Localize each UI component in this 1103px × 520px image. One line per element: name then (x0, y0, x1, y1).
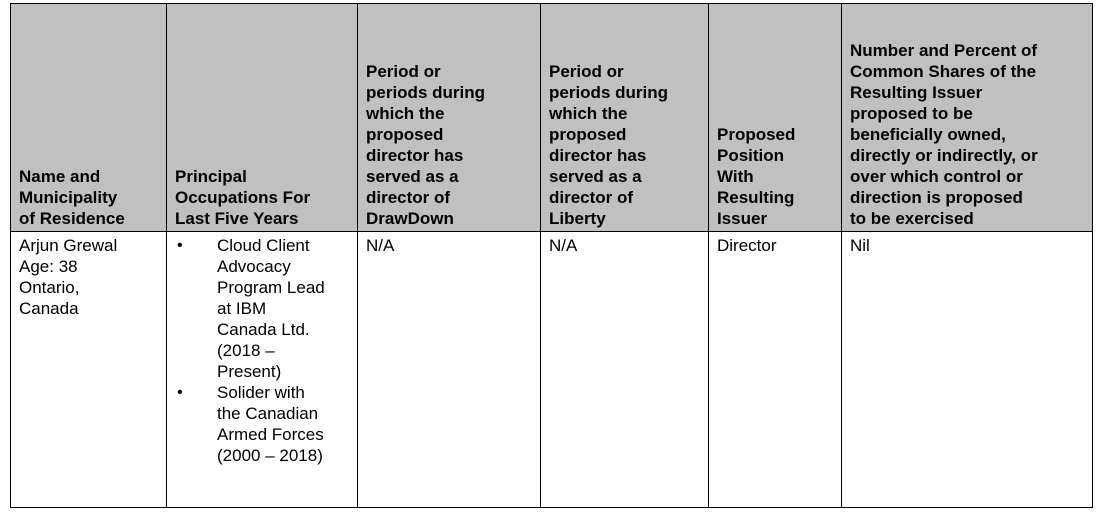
header-text-line: over which control or (850, 167, 1023, 186)
list-item (175, 382, 350, 466)
cell-text-line: Armed Forces (217, 425, 324, 444)
director-table (10, 3, 1093, 508)
header-principal-occupations (167, 4, 358, 232)
cell-liberty-period: N/A (541, 232, 709, 508)
cell-text-line: Canada (19, 299, 79, 318)
bullet-icon: • (177, 384, 183, 401)
header-text-line: proposed (366, 125, 444, 144)
header-text-line: to be exercised (850, 209, 974, 228)
cell-text-line: Arjun Grewal (19, 236, 118, 255)
header-text-line: which the (549, 104, 628, 123)
header-text-line: Common Shares of the (850, 62, 1037, 81)
header-text-line: served as a (366, 167, 459, 186)
header-text-line: beneficially owned, (850, 125, 1006, 144)
cell-text-line: Program Lead (217, 278, 325, 297)
header-text-line: Principal (175, 167, 247, 186)
header-proposed-position (709, 4, 842, 232)
header-text-line: directly or indirectly, or (850, 146, 1038, 165)
header-text-line: Name and (19, 167, 101, 186)
header-text-line: proposed (549, 125, 627, 144)
header-common-shares (842, 4, 1093, 232)
header-text-line: Liberty (549, 209, 606, 228)
cell-text-line: Age: 38 (19, 257, 78, 276)
list-item (175, 235, 350, 382)
cell-proposed-position: Director (709, 232, 842, 508)
cell-text-line: at IBM (217, 299, 267, 318)
header-text-line: Municipality (19, 188, 118, 207)
header-text-line: direction is proposed (850, 188, 1023, 207)
bullet-icon: • (177, 237, 183, 254)
header-text-line: director has (549, 146, 647, 165)
header-liberty-period (541, 4, 709, 232)
header-text-line: Occupations For (175, 188, 311, 207)
cell-text-line: Solider with (217, 383, 305, 402)
cell-text-line: Ontario, (19, 278, 80, 297)
header-text-line: Proposed (717, 125, 796, 144)
header-text-line: Position (717, 146, 785, 165)
header-text-line: periods during (549, 83, 668, 102)
cell-name-municipality (11, 232, 167, 508)
header-text-line: Resulting Issuer (850, 83, 983, 102)
header-text-line: Last Five Years (175, 209, 299, 228)
cell-text-line: (2018 – (217, 341, 275, 360)
header-text-line: Number and Percent of (850, 41, 1038, 60)
cell-text-line: the Canadian (217, 404, 319, 423)
header-name-municipality (11, 4, 167, 232)
header-text-line: which the (366, 104, 445, 123)
cell-common-shares: Nil (842, 232, 1093, 508)
header-text-line: DrawDown (366, 209, 454, 228)
header-text-line: served as a (549, 167, 642, 186)
cell-text-line: Advocacy (217, 257, 291, 276)
cell-text-line: Canada Ltd. (217, 320, 310, 339)
header-text-line: proposed to be (850, 104, 973, 123)
cell-text-line: Present) (217, 362, 282, 381)
header-drawdown-period (358, 4, 541, 232)
occupations-list (175, 235, 350, 466)
header-text-line: Resulting (717, 188, 795, 207)
header-text-line: Period or (366, 62, 441, 81)
cell-drawdown-period: N/A (358, 232, 541, 508)
header-text-line: director of (549, 188, 634, 207)
header-text-line: of Residence (19, 209, 125, 228)
cell-text-line: (2000 – 2018) (217, 446, 323, 465)
header-text-line: director has (366, 146, 464, 165)
cell-text-line: Cloud Client (217, 236, 310, 255)
header-text-line: Issuer (717, 209, 768, 228)
table-row (11, 232, 1093, 508)
header-text-line: With (717, 167, 754, 186)
header-text-line: Period or (549, 62, 624, 81)
header-text-line: periods during (366, 83, 485, 102)
cell-principal-occupations (167, 232, 358, 508)
header-text-line: director of (366, 188, 451, 207)
header-row (11, 4, 1093, 232)
